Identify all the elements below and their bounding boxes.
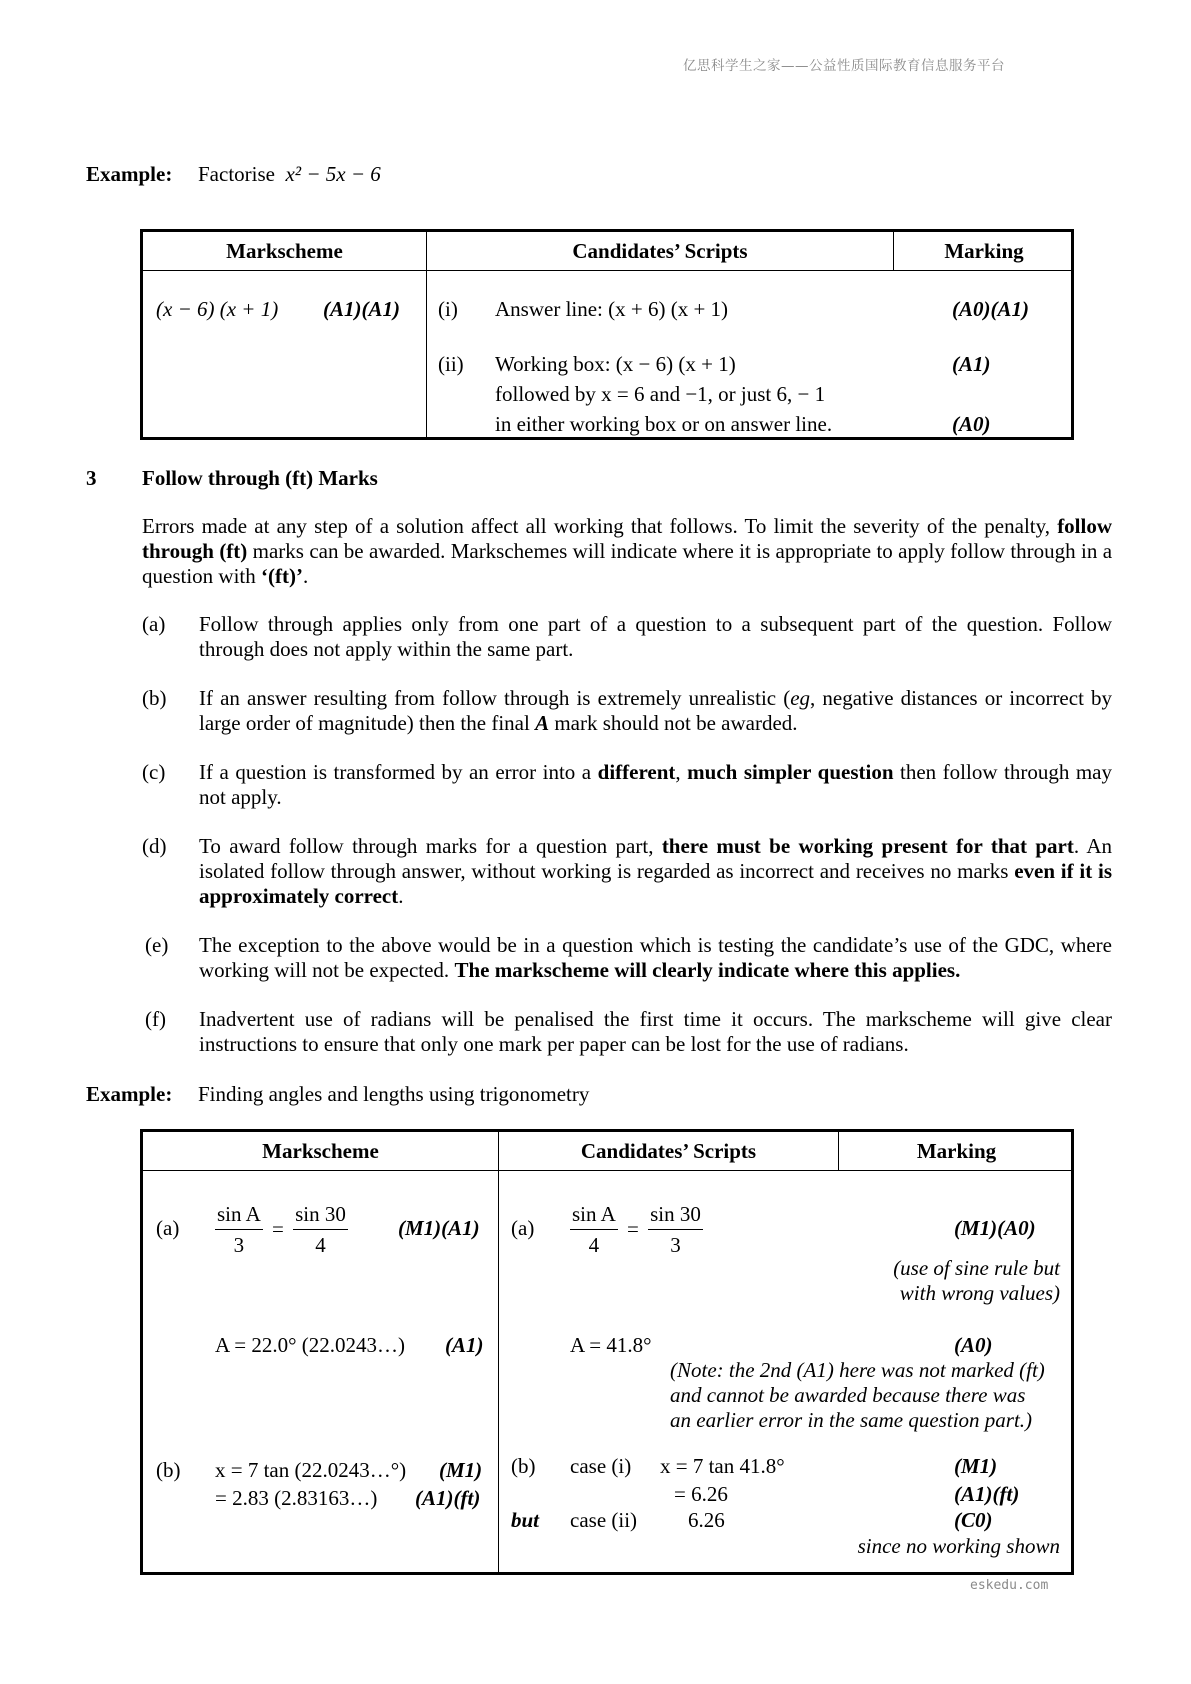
ex2-cs-b-label: (b) xyxy=(511,1454,536,1478)
example2-label: Example: xyxy=(86,1082,173,1106)
example1-label: Example: xyxy=(86,162,173,186)
ex2-cs-a-result-marks: (A0) xyxy=(954,1333,993,1357)
ex2-cs-b-case1-result: = 6.26 xyxy=(674,1482,728,1506)
ex1-script-i-marks: (A0)(A1) xyxy=(952,297,1029,321)
ex2-ms-b-line1: x = 7 tan (22.0243…°) xyxy=(215,1458,407,1482)
ex2-cs-b-but: but xyxy=(511,1508,540,1532)
ex2-cs-a-comment2: with wrong values) xyxy=(899,1281,1060,1305)
ex2-cs-a-label: (a) xyxy=(511,1216,535,1240)
ex1-ms-answer: (x − 6) (x + 1) xyxy=(156,297,279,321)
ex2-cs-b-case1-expr: x = 7 tan 41.8° xyxy=(660,1454,785,1478)
ex1-script-num-i: (i) xyxy=(438,297,458,321)
ex2-ms-b-line2-marks: (A1)(ft) xyxy=(415,1486,481,1510)
ex2-note-line3: an earlier error in the same question part.) xyxy=(670,1408,1033,1432)
ex1-header-marking: Marking xyxy=(944,239,1024,263)
ex2-note-line2: and cannot be awarded because there was xyxy=(670,1383,1026,1407)
ex2-ms-a-result: A = 22.0° (22.0243…) xyxy=(215,1333,405,1357)
ex1-script-ii-marks1: (A1) xyxy=(952,352,991,376)
ex1-script-ii-line2: followed by x = 6 and −1, or just 6, − 1 xyxy=(495,382,826,406)
section-intro: Errors made at any step of a solution affect all working that follows. To limit the severity of the penalty, follow through (ft) marks can be awarded. Markschemes will indicate where it is appropriate to apply follow through in a question with ‘(ft)’. xyxy=(142,514,1113,588)
ex2-header-marking: Marking xyxy=(916,1139,997,1163)
ex1-script-i-line: Answer line: (x + 6) (x + 1) xyxy=(495,297,729,321)
ex1-script-num-ii: (ii) xyxy=(438,352,464,376)
ex1-header-scripts: Candidates’ Scripts xyxy=(572,239,748,263)
ex2-cs-b-case2: case (ii) xyxy=(570,1508,638,1532)
section-number: 3 xyxy=(86,466,97,490)
ex2-ms-a-label: (a) xyxy=(156,1216,180,1240)
ex2-ms-a-result-marks: (A1) xyxy=(445,1333,484,1357)
ex1-script-ii-line1: Working box: (x − 6) (x + 1) xyxy=(495,352,736,376)
ex2-cs-b-case1-marks: (M1) xyxy=(954,1454,998,1478)
ex2-ms-a-equation: $\frac{\text{sin A}}{3}$ = $\frac{\sin 30}{4}$ xyxy=(215,1199,348,1260)
ex2-ms-b-line1-marks: (M1) xyxy=(439,1458,483,1482)
ex2-note-line1: (Note: the 2nd (A1) here was not marked (ft) xyxy=(670,1358,1045,1382)
ex2-cs-a-comment1: (use of sine rule but xyxy=(893,1256,1060,1280)
ex2-cs-a-marks: (M1)(A0) xyxy=(954,1216,1036,1240)
example2-table xyxy=(140,1129,1074,1575)
example2-task: Finding angles and lengths using trigonometry xyxy=(198,1082,590,1106)
ex1-script-ii-marks3: (A0) xyxy=(952,412,991,436)
example1-table xyxy=(140,229,1074,440)
footer-watermark: eskedu.com xyxy=(970,1578,1049,1593)
ex2-cs-a-result: A = 41.8° xyxy=(570,1333,652,1357)
ex2-header-scripts: Candidates’ Scripts xyxy=(580,1139,757,1163)
section-title: Follow through (ft) Marks xyxy=(142,466,378,490)
header-watermark: 亿思科学生之家——公益性质国际教育信息服务平台 xyxy=(683,58,1005,74)
example1-task: Factorise x² − 5x − 6 xyxy=(198,162,381,186)
ex1-ms-marks: (A1)(A1) xyxy=(323,297,400,321)
ex2-cs-a-equation: $\frac{\text{sin A}}{4}$ = $\frac{\sin 30}{3}$ xyxy=(570,1199,703,1260)
ex2-header-markscheme: Markscheme xyxy=(262,1139,379,1163)
ex1-header-markscheme: Markscheme xyxy=(226,239,343,263)
ex2-ms-a-marks: (M1)(A1) xyxy=(398,1216,480,1240)
ex2-cs-b-case2-expr: 6.26 xyxy=(688,1508,725,1532)
ex2-cs-b-case1: case (i) xyxy=(570,1454,632,1478)
ex2-cs-b-case2-comment: since no working shown xyxy=(857,1534,1060,1558)
ex1-script-ii-line3: in either working box or on answer line. xyxy=(495,412,833,436)
ex2-cs-b-case1-result-marks: (A1)(ft) xyxy=(954,1482,1020,1506)
example1-expression: x² − 5x − 6 xyxy=(285,162,381,186)
ex2-ms-b-label: (b) xyxy=(156,1458,181,1482)
ex2-ms-b-line2: = 2.83 (2.83163…) xyxy=(215,1486,378,1510)
ex2-cs-b-case2-marks: (C0) xyxy=(954,1508,993,1532)
